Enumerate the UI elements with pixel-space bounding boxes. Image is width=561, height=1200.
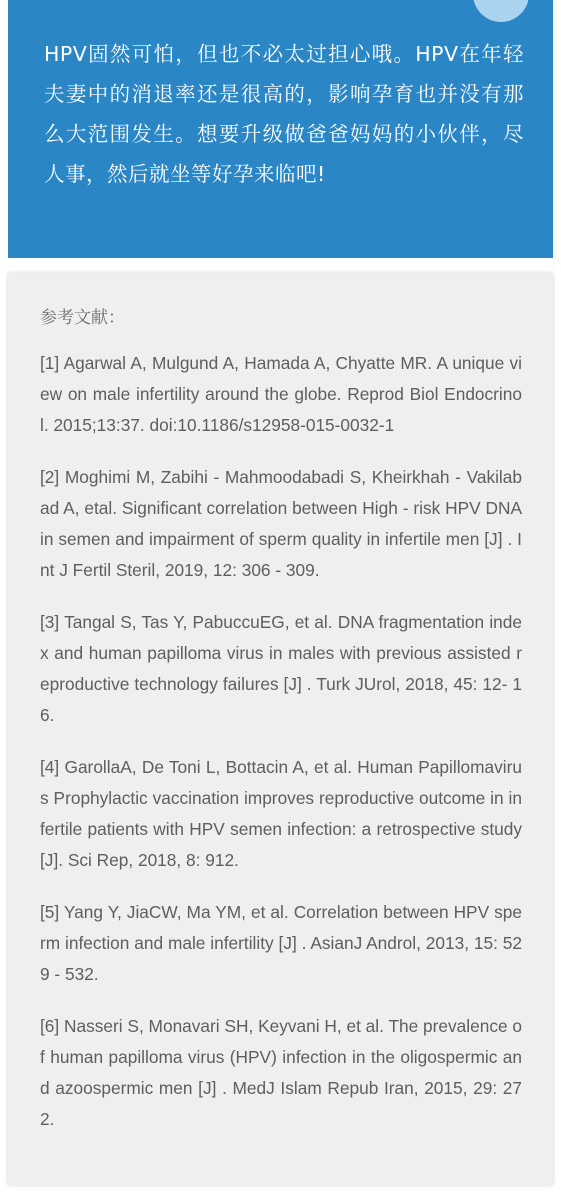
conclusion-callout [8, 0, 553, 258]
decorative-circle [473, 0, 529, 22]
reference-item-6: [6] Nasseri S, Monavari SH, Keyvani H, et al. The prevalence of human papilloma virus (HPV) infection in the oligospermic and azoospermic men [J] . MedJ Islam Repub Iran, 2015, 29: 272. [40, 1016, 522, 1129]
conclusion-text: HPV固然可怕，但也不必太过担心哦。HPV在年轻夫妻中的消退率还是很高的，影响孕育也并没有那么大范围发生。想要升级做爸爸妈妈的小伙伴，尽人事，然后就坐等好孕来临吧! [44, 42, 524, 186]
references-title: 参考文献： [40, 308, 125, 328]
references-section [8, 273, 553, 1185]
reference-item-5: [5] Yang Y, JiaCW, Ma YM, et al. Correlation between HPV sperm infection and male infertility [J] . AsianJ Androl, 2013, 15: 529 - 532. [40, 902, 522, 984]
reference-list [40, 348, 522, 1156]
reference-item-2: [2] Moghimi M, Zabihi - Mahmoodabadi S, Kheirkhah - Vakilabad A, etal. Significant correlation between High - risk HPV DNA in semen and impairment of sperm quality in infertile men [J] . Int J Fertil Steril, 2019, 12: 306 - 309. [40, 467, 522, 580]
reference-item-4: [4] GarollaA, De Toni L, Bottacin A, et al. Human Papillomavirus Prophylactic vaccination improves reproductive outcome in infertile patients with HPV semen infection: a retrospective study [J]. Sci Rep, 2018, 8: 912. [40, 757, 522, 870]
reference-item-1: [1] Agarwal A, Mulgund A, Hamada A, Chyatte MR. A unique view on male infertility around the globe. Reprod Biol Endocrinol. 2015;13:37. doi:10.1186/s12958-015-0032-1 [40, 353, 522, 435]
reference-item-3: [3] Tangal S, Tas Y, PabuccuEG, et al. DNA fragmentation index and human papilloma virus in males with previous assisted reproductive technology failures [J] . Turk JUrol, 2018, 45: 12- 16. [40, 612, 522, 725]
